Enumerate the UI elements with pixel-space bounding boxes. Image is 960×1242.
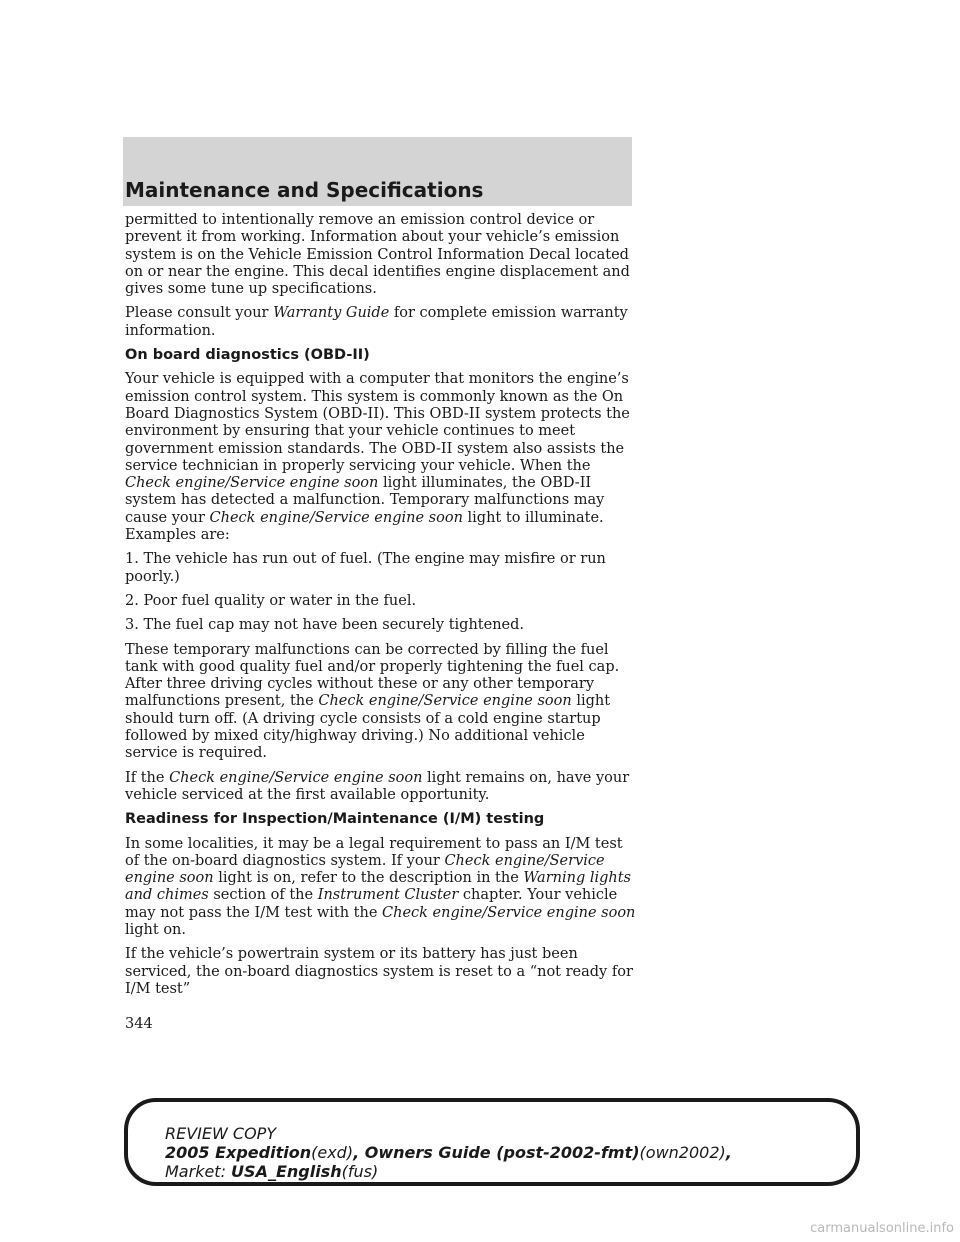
paragraph: If the Check engine/Service engine soon light remains on, have your vehicle serviced at the first available opportunity. — [125, 769, 630, 803]
heading-obd: On board diagnostics (OBD-II) — [125, 347, 370, 364]
paragraph: Please consult your Warranty Guide for complete emission warranty information. — [125, 305, 628, 339]
list-item: 1. The vehicle has run out of fuel. (The engine may misfire or run poorly.) — [125, 551, 606, 585]
list-item: 3. The fuel cap may not have been securely tightened. — [125, 617, 525, 634]
heading-im-testing: Readiness for Inspection/Maintenance (I/M) testing — [125, 811, 545, 828]
review-copy-text — [165, 1124, 732, 1181]
list-item: 2. Poor fuel quality or water in the fuel. — [125, 592, 417, 609]
paragraph: These temporary malfunctions can be corrected by filling the fuel tank with good quality fuel and/or properly tightening the fuel cap. After three driving cycles without these or any other temporary malfunctions present, the Check engine/Service engine soon light should turn off. (A driving cycle consists of a cold engine startup followed by mixed city/highway driving.) No additional vehicle service is required. — [125, 641, 620, 762]
paragraph: If the vehicle’s powertrain system or its battery has just been serviced, the on-board diagnostics system is reset to a “not ready for I/M test” — [125, 946, 633, 997]
paragraph: permitted to intentionally remove an emission control device or prevent it from working. Information about your vehicle’s emission system is on the Vehicle Emission Control Information Decal located on or near the engine. This decal identifies engine displacement and gives some tune up specifications. — [125, 212, 630, 298]
page-number: 344 — [125, 1016, 153, 1032]
review-line-2: 2005 Expedition(exd), Owners Guide (post-2002-fmt)(own2002), — [165, 1143, 732, 1162]
review-line-1: REVIEW COPY — [165, 1124, 277, 1143]
page-content — [125, 212, 640, 1005]
paragraph: In some localities, it may be a legal requirement to pass an I/M test of the on-board diagnostics system. If your Check engine/Service engine soon light is on, refer to the description in the Warning lights and chimes section of the Instrument Cluster chapter. Your vehicle may not pass the I/M test with the Check engine/Service engine soon light on. — [125, 835, 636, 938]
section-title: Maintenance and Specifications — [125, 178, 484, 202]
watermark: carmanualsonline.info — [810, 1221, 954, 1236]
review-line-3: Market: USA_English(fus) — [165, 1162, 379, 1181]
paragraph: Your vehicle is equipped with a computer that monitors the engine’s emission control system. This system is commonly known as the On Board Diagnostics System (OBD-II). This OBD-II system protects the environment by ensuring that your vehicle continues to meet government emission standards. The OBD-II system also assists the service technician in properly servicing your vehicle. When the Check engine/Service engine soon light illuminates, the OBD-II system has detected a malfunction. Temporary malfunctions may cause your Check engine/Service engine soon light to illuminate. Examples are: — [125, 371, 630, 544]
